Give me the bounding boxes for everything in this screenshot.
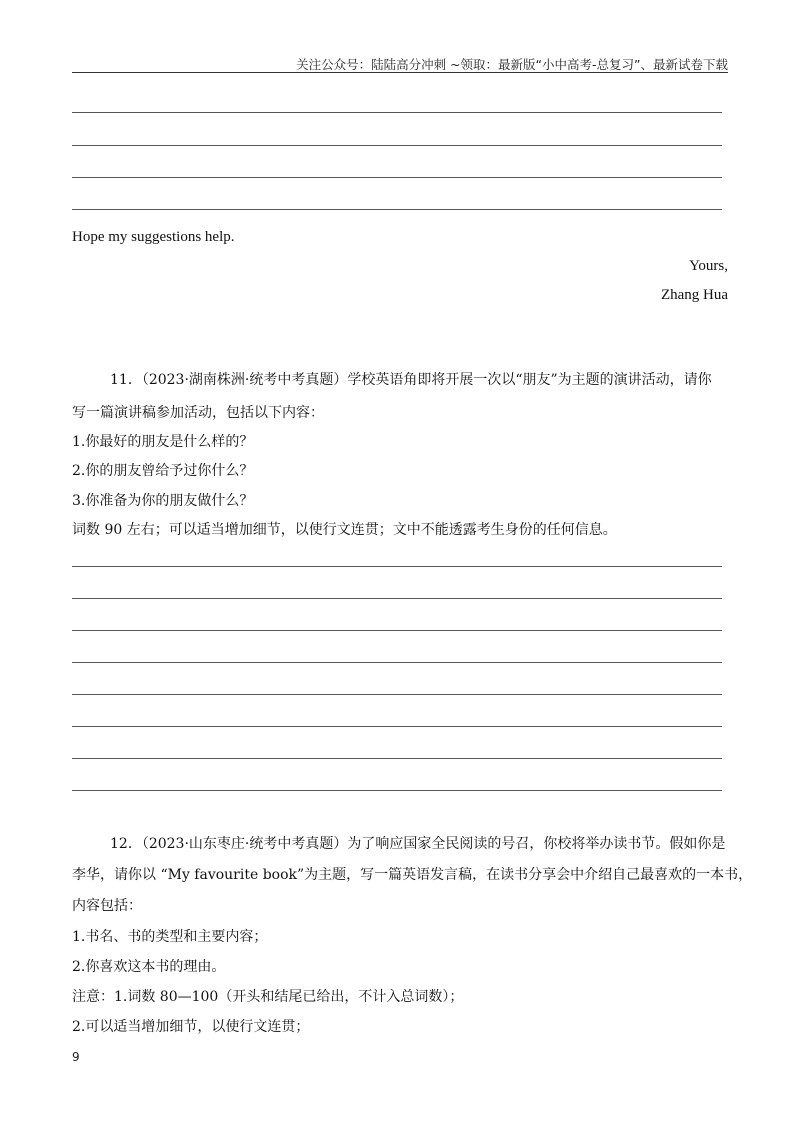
letter-closing: Hope my suggestions help. [72, 229, 235, 245]
q11-item-3: 3.你准备为你的朋友做什么？ [72, 493, 254, 509]
writing-line [72, 598, 722, 599]
q11-item-2: 2.你的朋友曾给予过你什么？ [72, 463, 254, 479]
q12-note-2: 2.可以适当增加细节，以使行文连贯； [72, 1019, 310, 1035]
writing-line [72, 566, 722, 567]
q11-item-1: 1.你最好的朋友是什么样的？ [72, 434, 254, 450]
q11-prompt-line1: 11．（2023·湖南株洲·统考中考真题）学校英语角即将开展一次以“朋友”为主题的演讲活动，请你 [110, 372, 712, 388]
letter-signoff: Yours, [689, 258, 728, 274]
writing-line [72, 112, 722, 113]
page-number: 9 [72, 1050, 80, 1064]
q12-item-1: 1.书名、书的类型和主要内容； [72, 929, 268, 945]
q11-prompt-line2: 写一篇演讲稿参加活动，包括以下内容： [72, 405, 324, 421]
writing-line [72, 790, 722, 791]
q12-prompt-line3: 内容包括： [72, 898, 142, 914]
writing-line [72, 694, 722, 695]
writing-line [72, 662, 722, 663]
q12-prompt-line2: 李华，请你以 “My favourite book”为主题，写一篇英语发言稿，在读书分享会中介绍自己最喜欢的一本书， [72, 867, 753, 883]
writing-line [72, 209, 722, 210]
writing-line [72, 758, 722, 759]
letter-signature: Zhang Hua [660, 287, 728, 303]
q12-prompt-line1: 12．（2023·山东枣庄·统考中考真题）为了响应国家全民阅读的号召，你校将举办读书节。假如你是 [110, 836, 726, 852]
q12-note-1: 注意：1.词数 80—100（开头和结尾已给出，不计入总词数）； [72, 989, 464, 1005]
q11-note: 词数 90 左右；可以适当增加细节，以使行文连贯；文中不能透露考生身份的任何信息。 [72, 522, 617, 538]
page-header: 关注公众号：陆陆高分冲刺 ~领取：最新版“小中高考-总复习”、最新试卷下载 [296, 57, 728, 72]
writing-line [72, 177, 722, 178]
writing-line [72, 630, 722, 631]
writing-line [72, 145, 722, 146]
q12-item-2: 2.你喜欢这本书的理由。 [72, 959, 226, 975]
writing-line [72, 726, 722, 727]
header-rule [72, 72, 728, 73]
